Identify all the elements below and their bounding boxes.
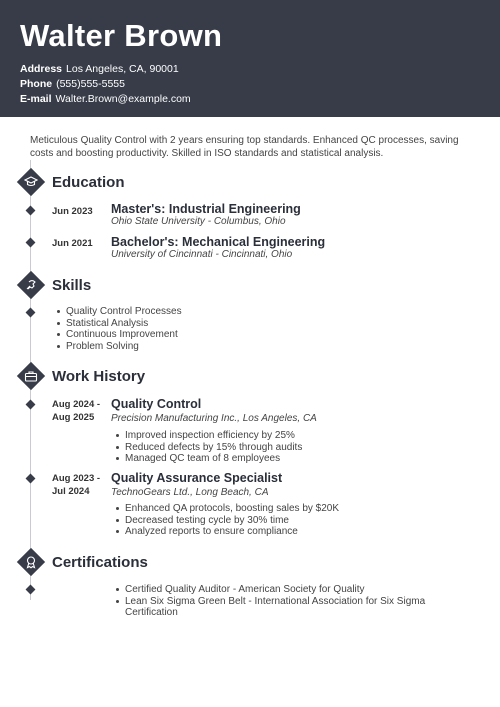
job-title: Quality Assurance Specialist <box>111 471 283 485</box>
job-date-start: Aug 2023 - <box>52 473 101 484</box>
job-date <box>52 398 100 424</box>
job-bullet: Improved inspection efficiency by 25% <box>114 430 302 442</box>
job-bullets <box>114 503 339 538</box>
skill-item: Problem Solving <box>55 341 182 353</box>
timeline-marker <box>26 206 36 216</box>
graduation-cap-icon <box>17 168 45 196</box>
education-degree: Bachelor's: Mechanical Engineering <box>111 235 326 249</box>
contact-phone <box>20 78 125 90</box>
certifications-list <box>114 584 474 619</box>
job-bullet: Reduced defects by 15% through audits <box>114 442 302 454</box>
professional-summary: Meticulous Quality Control with 2 years ensuring top standards. Enhanced QC processes, saving costs and boosting productivity. Skilled in ISO standards and statistical analysis. <box>30 135 459 159</box>
job-company: TechnoGears Ltd., Long Beach, CA <box>111 487 269 498</box>
job-bullets <box>114 430 302 465</box>
job-bullet: Analyzed reports to ensure compliance <box>114 526 339 538</box>
job-bullet: Managed QC team of 8 employees <box>114 453 302 465</box>
section-title-education: Education <box>52 174 125 191</box>
skills-list <box>55 306 182 352</box>
job-bullet: Enhanced QA protocols, boosting sales by $20K <box>114 503 339 515</box>
job-date-end: Jul 2024 <box>52 486 90 497</box>
briefcase-icon <box>17 362 45 390</box>
job-company: Precision Manufacturing Inc., Los Angeles, CA <box>111 413 317 424</box>
skill-item: Continuous Improvement <box>55 329 182 341</box>
contact-email <box>20 93 191 105</box>
candidate-name: Walter Brown <box>20 18 223 53</box>
job-date <box>52 472 100 498</box>
education-date: Jun 2021 <box>52 238 93 249</box>
education-degree: Master's: Industrial Engineering <box>111 202 301 216</box>
award-ribbon-icon <box>17 548 45 576</box>
contact-address <box>20 63 179 75</box>
section-title-skills: Skills <box>52 277 92 294</box>
job-bullet: Decreased testing cycle by 30% time <box>114 515 339 527</box>
timeline-marker <box>26 308 36 318</box>
section-title-work-history: Work History <box>52 368 146 385</box>
job-title: Quality Control <box>111 397 202 411</box>
contact-value: (555)555-5555 <box>56 78 125 90</box>
section-title-certifications: Certifications <box>52 554 148 571</box>
resume-header <box>0 0 500 117</box>
contact-label: E-mail <box>20 93 52 105</box>
education-school: University of Cincinnati - Cincinnati, Ohio <box>111 249 293 260</box>
timeline-marker <box>26 585 36 595</box>
contact-value: Walter.Brown@example.com <box>55 93 191 105</box>
contact-label: Address <box>20 63 63 75</box>
skill-item: Quality Control Processes <box>55 306 182 318</box>
timeline-marker <box>26 474 36 484</box>
certification-item: Lean Six Sigma Green Belt - International Association for Six Sigma Certification <box>114 596 474 619</box>
education-date: Jun 2023 <box>52 206 93 217</box>
certification-item: Certified Quality Auditor - American Society for Quality <box>114 584 474 596</box>
skills-icon <box>17 271 45 299</box>
contact-label: Phone <box>20 78 53 90</box>
job-date-start: Aug 2024 - <box>52 399 101 410</box>
skill-item: Statistical Analysis <box>55 318 182 330</box>
job-date-end: Aug 2025 <box>52 412 95 423</box>
timeline-marker <box>26 238 36 248</box>
contact-value: Los Angeles, CA, 90001 <box>66 63 179 75</box>
timeline-marker <box>26 400 36 410</box>
education-school: Ohio State University - Columbus, Ohio <box>111 216 286 227</box>
